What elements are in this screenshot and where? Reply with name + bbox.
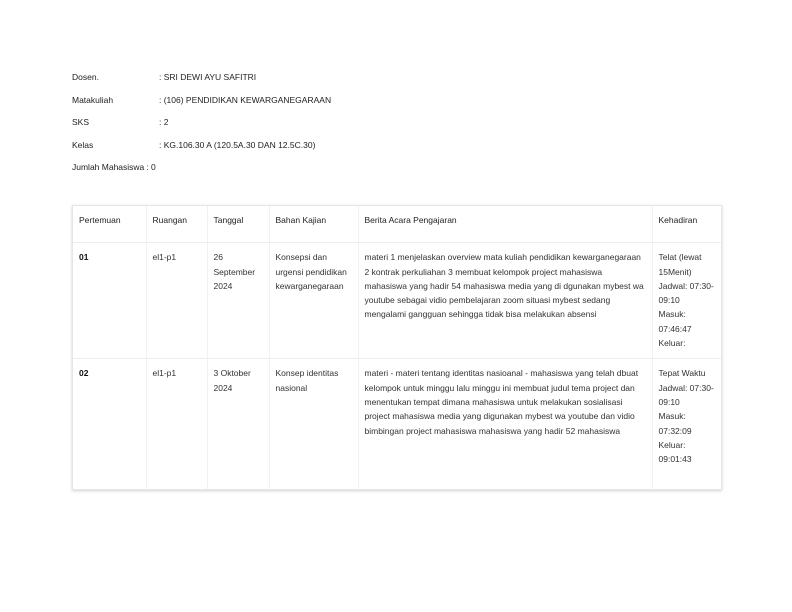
header-kehadiran: Kehadiran bbox=[652, 206, 721, 243]
cell-tanggal: 3 Oktober 2024 bbox=[207, 359, 269, 490]
cell-berita-acara: materi - materi tentang identitas nasioanal - mahasiswa yang telah dbuat kelompok untuk minggu lalu minggu ini membuat judul tema project dan menentukan tempat dimana mahasiswa untuk melakukan sosialisasi project mahasiswa media yang digunakan mybest wa youtube dan vidio bimbingan project mahasiswa mahasiswa yang hadir 52 mahasiswa bbox=[358, 359, 652, 490]
attendance-table bbox=[73, 206, 721, 489]
attendance-table-container bbox=[72, 205, 722, 490]
kelas-label: Kelas bbox=[72, 139, 94, 150]
cell-kehadiran bbox=[652, 359, 721, 490]
matakuliah-label: Matakuliah bbox=[72, 94, 114, 105]
kehadiran-masuk: Masuk: 07:32:09 bbox=[658, 411, 692, 436]
header-bahan-kajian: Bahan Kajian bbox=[269, 206, 358, 243]
kehadiran-jadwal: Jadwal: 07:30-09:10 bbox=[658, 382, 714, 407]
dosen-value: : SRI DEWI AYU SAFITRI bbox=[159, 72, 257, 82]
cell-pertemuan: 02 bbox=[73, 359, 146, 490]
course-info bbox=[72, 72, 332, 185]
kehadiran-status: Tepat Waktu bbox=[658, 368, 706, 379]
kehadiran-keluar: Keluar: bbox=[658, 338, 686, 349]
jumlah-label: Jumlah Mahasiswa bbox=[72, 162, 145, 172]
info-row-matakuliah bbox=[72, 94, 332, 106]
sks-label: SKS bbox=[72, 117, 90, 127]
info-row-kelas bbox=[72, 139, 316, 151]
kehadiran-masuk: Masuk: 07:46:47 bbox=[658, 309, 692, 334]
matakuliah-value: : (106) PENDIDIKAN KEWARGANEGARAAN bbox=[159, 94, 332, 105]
cell-kehadiran bbox=[652, 243, 721, 359]
header-ruangan: Ruangan bbox=[146, 206, 207, 243]
header-berita-acara: Berita Acara Pengajaran bbox=[358, 206, 652, 243]
cell-ruangan: el1-p1 bbox=[146, 243, 207, 359]
info-row-dosen bbox=[72, 72, 257, 83]
info-row-sks bbox=[72, 117, 169, 128]
cell-pertemuan: 01 bbox=[73, 243, 146, 359]
table-row bbox=[73, 243, 721, 359]
cell-tanggal: 26 September 2024 bbox=[207, 243, 269, 359]
info-row-jumlah bbox=[72, 162, 156, 173]
cell-ruangan: el1-p1 bbox=[146, 359, 207, 490]
kehadiran-jadwal: Jadwal: 07:30-09:10 bbox=[658, 280, 714, 306]
cell-bahan-kajian: Konsepsi dan urgensi pendidikan kewarganegaraan bbox=[269, 243, 358, 359]
kehadiran-keluar: Keluar: 09:01:43 bbox=[658, 439, 692, 465]
kehadiran-status: Telat (lewat 15Menit) bbox=[658, 252, 702, 277]
jumlah-value: : 0 bbox=[146, 162, 156, 172]
cell-berita-acara: materi 1 menjelaskan overview mata kuliah pendidikan kewarganegaraan 2 kontrak perkuliahan 3 membuat kelompok project mahasiswa mahasiswa yang hadir 54 mahasiswa media yang di dgunakan mybest wa youtube sebagai vidio pembelajaran zoom situasi mybest sedang mengalami gangguan sehingga tidak bisa melakukan absensi bbox=[358, 243, 652, 359]
kelas-value: : KG.106.30 A (120.5A.30 DAN 12.5C.30) bbox=[159, 139, 316, 150]
dosen-label: Dosen. bbox=[72, 72, 99, 82]
sks-value: : 2 bbox=[159, 117, 169, 127]
table-row bbox=[73, 359, 721, 490]
table-header-row bbox=[73, 206, 721, 243]
header-pertemuan: Pertemuan bbox=[73, 206, 146, 243]
cell-bahan-kajian: Konsep identitas nasional bbox=[269, 359, 358, 490]
header-tanggal: Tanggal bbox=[207, 206, 269, 243]
